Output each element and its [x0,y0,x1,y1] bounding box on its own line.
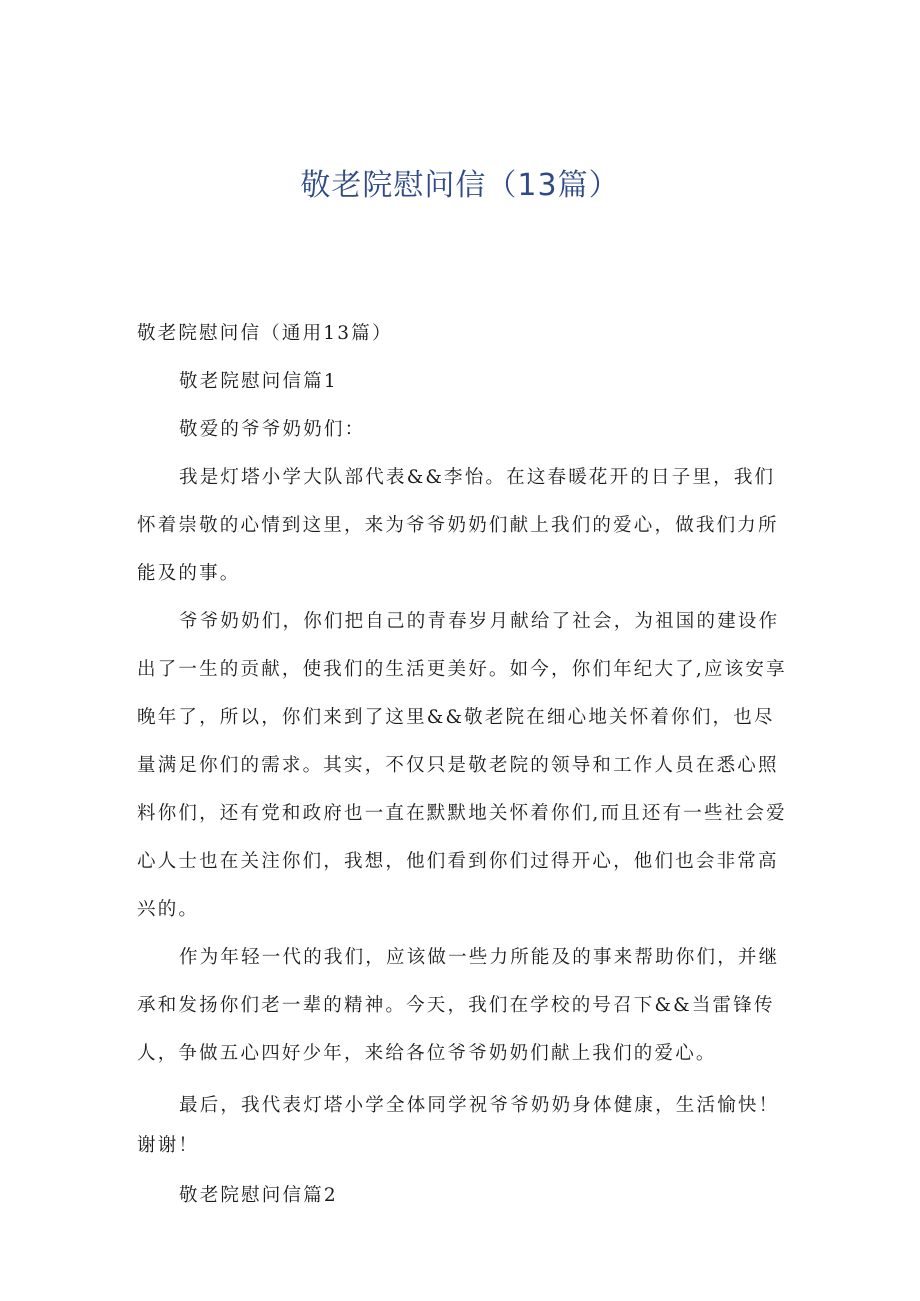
document-title: 敬老院慰问信（13篇） [300,168,620,203]
letter-1-paragraph-2: 爷爷奶奶们，你们把自己的青春岁月献给了社会，为祖国的建设作出了一生的贡献，使我们的生活更美好。如今，你们年纪大了,应该安享晚年了，所以，你们来到了这里&&敬老院在细心地关怀着你们，也尽量满足你们的需求。其实，不仅只是敬老院的领导和工作人员在悉心照料你们，还有党和政府也一直在默默地关怀着你们,而且还有一些社会爱心人士也在关注你们，我想，他们看到你们过得开心，他们也会非常高兴的。 [137,611,787,920]
document-body [137,310,789,1220]
letter-1-heading: 敬老院慰问信篇1 [179,371,338,392]
letter-1-paragraph-1: 我是灯塔小学大队部代表&&李怡。在这春暖花开的日子里，我们怀着崇敬的心情到这里，来为爷爷奶奶们献上我们的爱心，做我们力所能及的事。 [137,467,779,584]
letter-1-paragraph-3: 作为年轻一代的我们，应该做一些力所能及的事来帮助你们，并继承和发扬你们老一辈的精神。今天，我们在学校的号召下&&当雷锋传人，争做五心四好少年，来给各位爷爷奶奶们献上我们的爱心。 [137,947,780,1064]
document-subtitle: 敬老院慰问信（通用13篇） [137,323,393,344]
letter-1-salutation: 敬爱的爷爷奶奶们： [179,419,366,440]
letter-1-paragraph-4: 最后，我代表灯塔小学全体同学祝爷爷奶奶身体健康，生活愉快！谢谢！ [137,1095,780,1156]
letter-2-heading: 敬老院慰问信篇2 [179,1185,338,1206]
